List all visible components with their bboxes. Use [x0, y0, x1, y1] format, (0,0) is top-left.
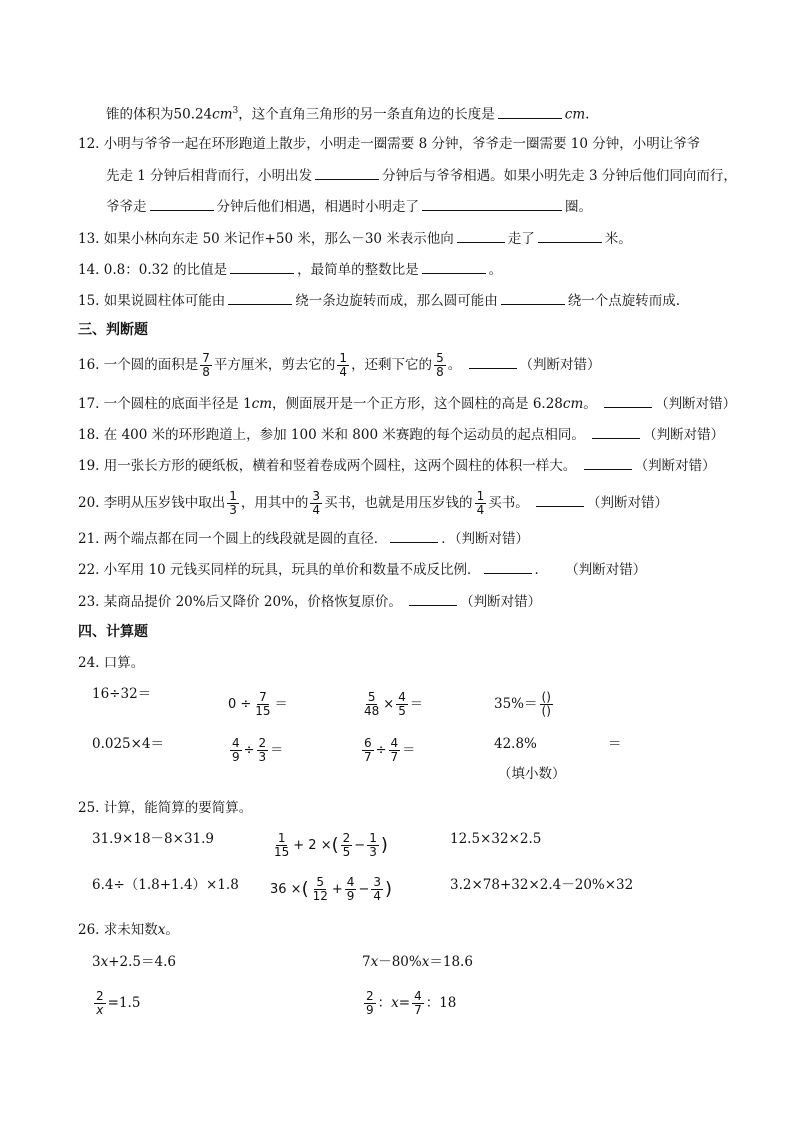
- fraction: $\frac{4}{9}$: [232, 736, 240, 764]
- answer-blank[interactable]: [390, 528, 438, 543]
- fraction: $\frac{7}{15}$: [255, 690, 271, 718]
- question-12-line2: 先走 1 分钟后相背而行，小明出发 分钟后与爷爷相遇。如果小明先走 3 分钟后他们同向而行，: [106, 165, 737, 185]
- question-20: 20. 李明从压岁钱中取出 $\frac{1}{3}$ ，用其中的 $\frac{3}{4}$ 买书，也就是用压岁钱的 $\frac{1}{4}$ 买书。 （判断对错）: [78, 489, 668, 517]
- oral-calc-r2c4: 42.8%: [494, 736, 537, 752]
- fraction: $\frac{1}{3}$: [229, 489, 237, 517]
- question-25: 25. 计算，能简算的要简算。: [78, 800, 253, 816]
- oral-calc-r1c3: $\frac{5}{48}$ × $\frac{4}{5}$ ＝: [364, 690, 423, 718]
- fraction: $\frac{1}{4}$: [476, 489, 485, 517]
- question-19: 19. 用一张长方形的硬纸板，横着和竖着卷成两个圆柱，这两个圆柱的体积一样大。 （判断对错）: [78, 455, 716, 475]
- oral-calc-r2c4-note: （填小数）: [498, 766, 566, 782]
- answer-blank[interactable]: [228, 290, 292, 305]
- oral-calc-r2c4-equals: ＝: [608, 736, 622, 752]
- answer-blank[interactable]: [315, 165, 379, 180]
- question-23: 23. 某商品提价 20%后又降价 20%，价格恢复原价。 （判断对错）: [78, 591, 541, 611]
- answer-blank[interactable]: [498, 104, 562, 119]
- fraction: $\frac{2}{5}$: [342, 831, 351, 859]
- question-21: 21. 两个端点都在同一个圆上的线段就是圆的直径． ．（判断对错）: [78, 528, 529, 548]
- answer-blank[interactable]: [150, 196, 214, 211]
- calc-expr-2: $\frac{1}{15}$ + 2 ×( $\frac{2}{5}$ − $\frac{1}{3}$ ): [274, 831, 388, 859]
- fraction: $\frac{1}{15}$: [274, 831, 290, 859]
- oral-calc-r1c2: 0 ÷ $\frac{7}{15}$ ＝: [228, 690, 288, 718]
- fraction: $\frac{6}{7}$: [364, 736, 372, 764]
- answer-blank[interactable]: [538, 228, 602, 243]
- equation-2: 7x－80%x＝18.6: [362, 954, 473, 970]
- equation-3: $\frac{2}{x}$ =1.5: [96, 989, 141, 1017]
- calc-expr-5: 36 ×( $\frac{5}{12}$ + $\frac{4}{9}$ − $\frac{3}{4}$ ): [270, 875, 393, 903]
- section-heading-judgment: 三、判断题: [78, 322, 148, 338]
- answer-blank[interactable]: [230, 259, 294, 274]
- question-24: 24. 口算。: [78, 655, 145, 671]
- fraction: $\frac{4}{7}$: [414, 989, 422, 1017]
- oral-calc-r1c1: 16÷32＝: [92, 686, 152, 702]
- fraction: $\frac{5}{48}$: [364, 690, 380, 718]
- answer-blank[interactable]: [457, 228, 505, 243]
- question-26: 26. 求未知数x。: [78, 922, 179, 938]
- question-15: 15. 如果说圆柱体可能由 绕一条边旋转而成，那么圆可能由 绕一个点旋转而成.: [78, 290, 680, 310]
- calc-expr-1: 31.9×18－8×31.9: [92, 831, 215, 847]
- oral-calc-r2c2: $\frac{4}{9}$ ÷ $\frac{2}{3}$ ＝: [232, 736, 284, 764]
- answer-blank[interactable]: [584, 455, 632, 470]
- fraction: $\frac{2}{9}$: [366, 989, 374, 1017]
- fraction-blank: $\frac{()}{()}$: [541, 690, 551, 718]
- answer-blank[interactable]: [422, 259, 486, 274]
- answer-blank[interactable]: [484, 559, 532, 574]
- fraction: $\frac{4}{7}$: [390, 736, 399, 764]
- question-17: 17. 一个圆柱的底面半径是 1cm，侧面展开是一个正方形，这个圆柱的高是 6.28cm。 （判断对错）: [78, 393, 736, 413]
- fraction: $\frac{4}{9}$: [346, 875, 355, 903]
- question-22: 22. 小军用 10 元钱买同样的玩具，玩具的单价和数量不成反比例． ． （判断对错）: [78, 559, 646, 579]
- question-12: 12. 小明与爷爷一起在环形跑道上散步，小明走一圈需要 8 分钟，爷爷走一圈需要 10 分钟，小明让爷爷: [78, 136, 701, 152]
- answer-blank[interactable]: [536, 492, 584, 507]
- answer-blank[interactable]: [592, 424, 640, 439]
- fraction: $\frac{7}{8}$: [202, 351, 210, 379]
- fraction: $\frac{5}{12}$: [312, 875, 328, 903]
- section-heading-calculation: 四、计算题: [78, 624, 148, 640]
- fraction: $\frac{1}{3}$: [369, 831, 377, 859]
- calc-expr-6: 3.2×78+32×2.4－20%×32: [450, 877, 634, 893]
- calc-expr-4: 6.4÷（1.8+1.4）×1.8: [92, 877, 239, 893]
- answer-blank[interactable]: [409, 591, 457, 606]
- answer-blank[interactable]: [422, 196, 562, 211]
- fraction: $\frac{5}{8}$: [436, 351, 444, 379]
- oral-calc-r1c4: 35%＝ $\frac{()}{()}$: [494, 690, 551, 718]
- answer-blank[interactable]: [501, 290, 565, 305]
- fraction: $\frac{3}{4}$: [373, 875, 381, 903]
- question-11-continued: 锥的体积为$50.24cm^3$，这个直角三角形的另一条直角边的长度是 cm.: [106, 102, 589, 124]
- question-18: 18. 在 400 米的环形跑道上，参加 100 米和 800 米赛跑的每个运动员的起点相同。 （判断对错）: [78, 424, 724, 444]
- oral-calc-r2c1: 0.025×4＝: [92, 736, 165, 752]
- question-13: 13. 如果小林向东走 50 米记作+50 米，那么－30 米表示他向 走了 米。: [78, 228, 632, 248]
- fraction: $\frac{2}{3}$: [258, 736, 267, 764]
- fraction: $\frac{1}{4}$: [339, 351, 348, 379]
- answer-blank[interactable]: [604, 393, 652, 408]
- oral-calc-r2c3: $\frac{6}{7}$ ÷ $\frac{4}{7}$ ＝: [364, 736, 416, 764]
- equation-4: $\frac{2}{9}$ ：x= $\frac{4}{7}$ ：18: [366, 989, 457, 1017]
- fraction: $\frac{4}{5}$: [398, 690, 406, 718]
- fraction: $\frac{3}{4}$: [312, 489, 321, 517]
- question-14: 14. 0.8：0.32 的比值是 ，最简单的整数比是 。: [78, 259, 502, 279]
- question-16: 16. 一个圆的面积是 $\frac{7}{8}$ 平方厘米，剪去它的 $\frac{1}{4}$ ，还剩下它的 $\frac{5}{8}$ 。 （判断对错）: [78, 351, 601, 379]
- calc-expr-3: 12.5×32×2.5: [450, 831, 542, 847]
- equation-1: 3x+2.5＝4.6: [92, 954, 176, 970]
- fraction: $\frac{2}{x}$: [96, 989, 104, 1017]
- answer-blank[interactable]: [469, 354, 517, 369]
- question-12-line3: 爷爷走 分钟后他们相遇，相遇时小明走了 圈。: [106, 196, 592, 216]
